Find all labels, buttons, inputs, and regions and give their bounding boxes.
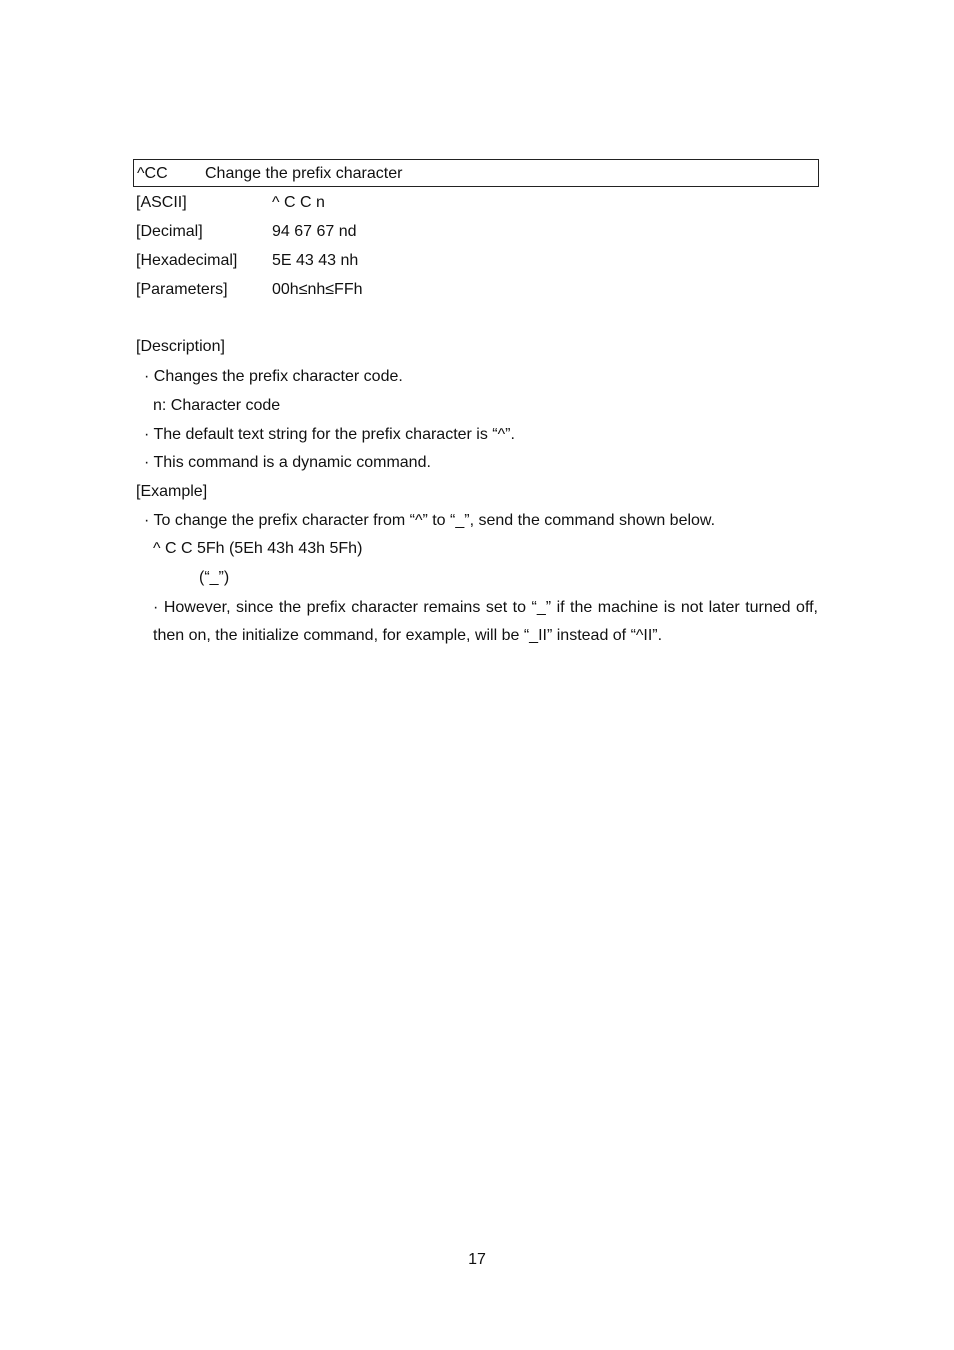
description-heading: [Description] (136, 338, 225, 355)
example-heading: [Example] (136, 483, 208, 500)
command-code: ^CC (137, 165, 168, 182)
param-value-parameters: 00h≤nh≤FFh (272, 281, 363, 298)
description-item: · The default text string for the prefix character is “^”. (144, 426, 515, 443)
example-command: ^ C C 5Fh (5Eh 43h 43h 5Fh) (153, 540, 363, 557)
param-label-hexadecimal: [Hexadecimal] (136, 252, 238, 269)
description-item: n: Character code (153, 397, 281, 414)
param-label-parameters: [Parameters] (136, 281, 228, 298)
param-value-decimal: 94 67 67 nd (272, 223, 357, 240)
command-title: Change the prefix character (205, 165, 403, 182)
param-label-decimal: [Decimal] (136, 223, 203, 240)
page-number: 17 (468, 1251, 486, 1268)
example-intro: · To change the prefix character from “^” to “_”, send the command shown below. (144, 512, 716, 529)
description-item: · Changes the prefix character code. (144, 368, 403, 385)
example-note: (“_”) (199, 569, 230, 586)
param-value-ascii: ^ C C n (272, 194, 325, 211)
description-item: · This command is a dynamic command. (144, 454, 431, 471)
param-label-ascii: [ASCII] (136, 194, 187, 211)
command-title-box (133, 159, 819, 187)
param-value-hexadecimal: 5E 43 43 nh (272, 252, 359, 269)
example-paragraph: · However, since the prefix character remains set to “_” if the machine is not later turned off, then on, the initialize command, for example, will be “_II” instead of “^II”. (153, 599, 818, 644)
